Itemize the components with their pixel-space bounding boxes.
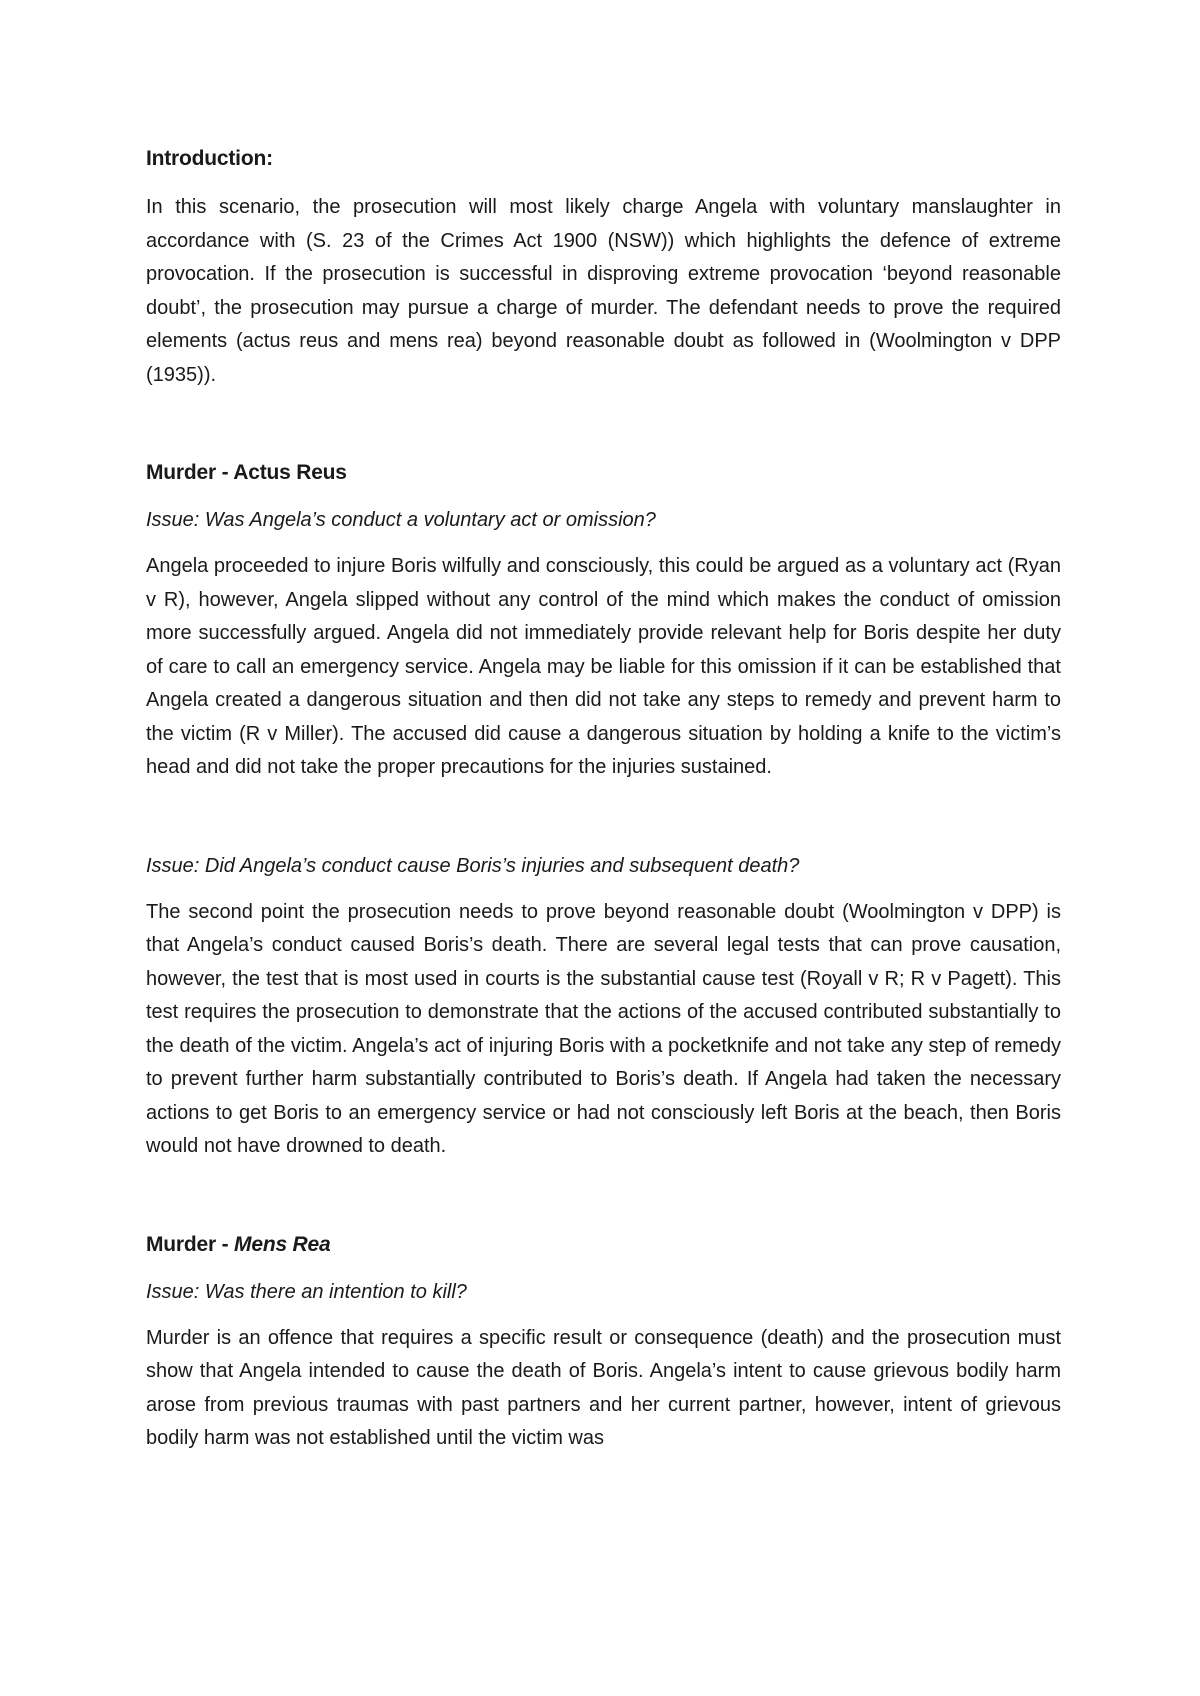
actus-reus-issue-2: Issue: Did Angela’s conduct cause Boris’s injuries and subsequent death?: [146, 854, 800, 877]
actus-reus-paragraph-1: Angela proceeded to injure Boris wilfully and consciously, this could be argued as a voluntary act (Ryan v R), however, Angela slipped without any control of the mind which makes the conduct of omission more successfully argued. Angela did not immediately provide relevant help for Boris despite her duty of care to call an emergency service. Angela may be liable for this omission if it can be established that Angela created a dangerous situation and then did not take any steps to remedy and prevent harm to the victim (R v Miller). The accused did cause a dangerous situation by holding a knife to the victim’s head and did not take the proper precautions for the injuries sustained.: [146, 555, 1061, 778]
actus-reus-heading: Murder - Actus Reus: [146, 461, 347, 484]
introduction-heading: Introduction:: [146, 147, 273, 170]
mens-rea-heading: [146, 1228, 1061, 1262]
actus-reus-paragraph-2: The second point the prosecution needs to prove beyond reasonable doubt (Woolmington v DPP) is that Angela’s conduct caused Boris’s death. There are several legal tests that can prove causation, however, the test that is most used in courts is the substantial cause test (Royall v R; R v Pagett). This test requires the prosecution to demonstrate that the actions of the accused contributed substantially to the death of the victim. Angela’s act of injuring Boris with a pocketknife and not take any step of remedy to prevent further harm substantially contributed to Boris’s death. If Angela had taken the necessary actions to get Boris to an emergency service or had not consciously left Boris at the beach, then Boris would not have drowned to death.: [146, 900, 1061, 1157]
introduction-paragraph: In this scenario, the prosecution will most likely charge Angela with voluntary manslaughter in accordance with (S. 23 of the Crimes Act 1900 (NSW)) which highlights the defence of extreme provocation. If the prosecution is successful in disproving extreme provocation ‘beyond reasonable doubt’, the prosecution may pursue a charge of murder. The defendant needs to prove the required elements (actus reus and mens rea) beyond reasonable doubt as followed in (Woolmington v DPP (1935)).: [146, 196, 1061, 386]
actus-reus-issue-1: Issue: Was Angela’s conduct a voluntary act or omission?: [146, 509, 656, 531]
document-page: [146, 142, 1061, 1456]
mens-rea-section: [146, 1228, 1061, 1456]
mens-rea-heading-prefix: Murder -: [146, 1232, 235, 1256]
actus-reus-section: [146, 456, 1061, 1164]
mens-rea-issue: Issue: Was there an intention to kill?: [146, 1280, 467, 1303]
introduction-section: [146, 142, 1061, 392]
mens-rea-heading-italic: Mens Rea: [234, 1232, 331, 1256]
mens-rea-paragraph: Murder is an offence that requires a specific result or consequence (death) and the prosecution must show that Angela intended to cause the death of Boris. Angela’s intent to cause grievous bodily harm arose from previous traumas with past partners and her current partner, however, intent of grievous bodily harm was not established until the victim was: [146, 1326, 1061, 1449]
